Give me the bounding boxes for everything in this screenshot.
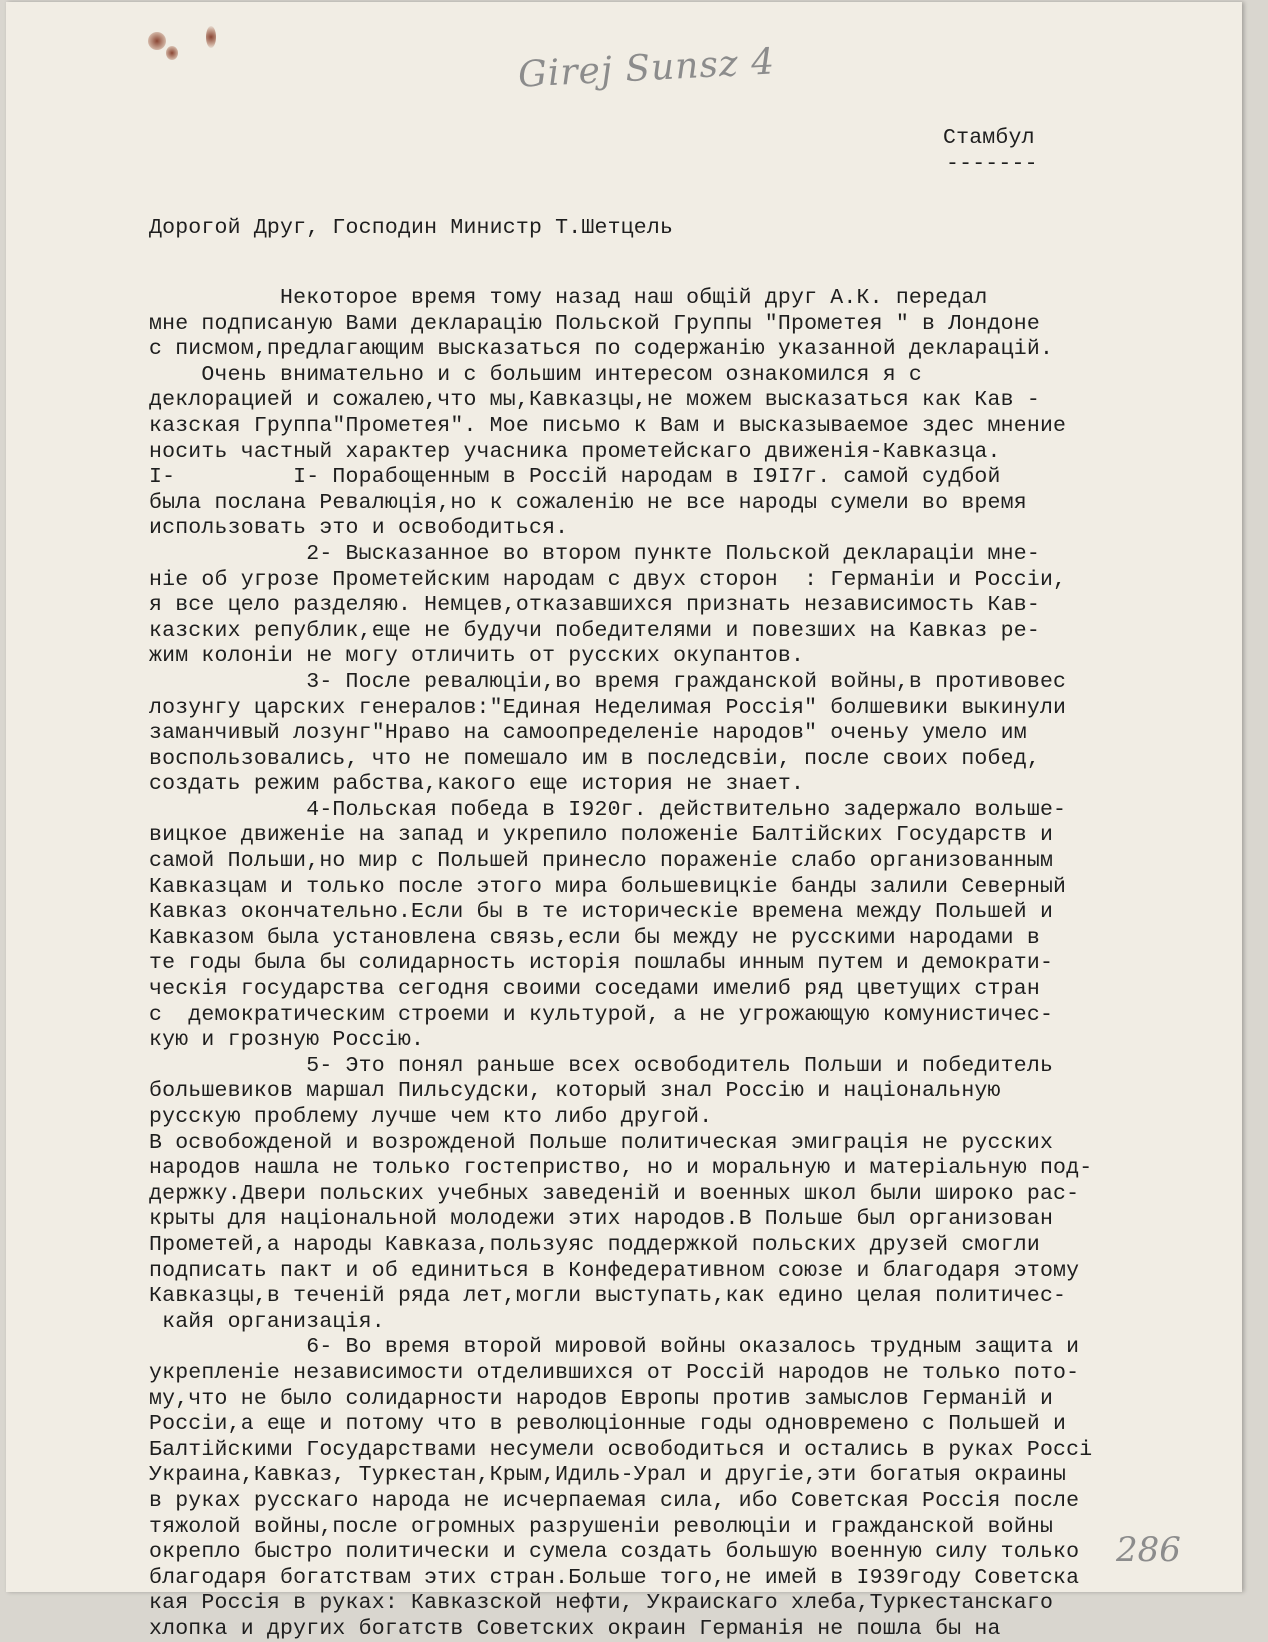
- body-line: держку.Двери польских учебных заведеній и военных школ были широко рас-: [149, 1181, 1080, 1206]
- body-line: 5- Это понял раньше всех освободитель Польши и победитель: [149, 1053, 1054, 1078]
- body-line: создать режим рабства,какого еще история не знает.: [149, 772, 805, 797]
- body-line: Кавказом была установлена связь,если бы между не русскими народами в: [149, 925, 1040, 950]
- body-line: благодаря богатствам этих стран.Больше того,не имей в I939году Советска: [149, 1565, 1080, 1590]
- body-line: 6- Во время второй мировой войны оказалось трудным защита и: [149, 1335, 1080, 1360]
- body-line: Балтійскими Государствами несумели освободиться и остались в руках Россі: [149, 1437, 1093, 1462]
- body-line: заманчивый лозунг"Нраво на самоопределеніе народов" оченьу умело им: [149, 721, 1027, 746]
- body-line: Украина,Кавказ, Туркестан,Крым,Идиль-Урал и другіе,эти богатыя окраины: [149, 1463, 1067, 1488]
- body-line: Очень внимательно и с большим интересом ознакомился я с: [149, 362, 923, 387]
- ink-stain: [206, 26, 216, 48]
- body-line: подписать пакт и об единиться в Конфедеративном союзе и благодаря этому: [149, 1258, 1080, 1283]
- body-line: народов нашла не только гостеприство, но и моральную и матеріальную под-: [149, 1156, 1093, 1181]
- place-underline: -------: [946, 152, 1038, 176]
- body-line: те годы была бы солидарность исторія пошлабы инным путем и демократи-: [149, 951, 1054, 976]
- body-line: воспользовались, что не помешало им в последсвіи, после своих побед,: [149, 746, 1040, 771]
- document-page: [6, 2, 1242, 1641]
- body-line: кая Россія в руках: Кавказской нефти, Украискаго хлеба,Туркестанскаго: [149, 1591, 1054, 1616]
- body-line: хлопка и других богатств Советских окраин Германія не пошла бы на: [149, 1616, 1001, 1641]
- body-line: использовать это и освободиться.: [149, 516, 569, 541]
- body-line: Некоторое время тому назад наш общій друг А.К. передал: [149, 286, 988, 310]
- body-line: Кавказцы,в теченій ряда лет,могли выступать,как едино целая политичес-: [149, 1284, 1067, 1309]
- body-line: жим колоніи не могу отличить от русских окупантов.: [149, 644, 805, 669]
- body-line: крыты для національной молодежи этих народов.В Польше был организован: [149, 1207, 1054, 1232]
- handwritten-note: Girej Sunsz 4: [517, 41, 777, 96]
- body-line: в руках русскаго народа не исчерпаемая сила, ибо Советская Россія после: [149, 1488, 1080, 1513]
- body-line: 2- Высказанное во втором пункте Польской деклараціи мне-: [149, 541, 1040, 566]
- body-line: казских републик,еще не будучи победителями и повезших на Кавказ ре-: [149, 618, 1040, 643]
- body-line: укрепленіе независимости отделившихся от Россій народов не только пото-: [149, 1360, 1080, 1385]
- body-line: ніе об угрозе Прометейским народам с двух сторон : Германіи и Россіи,: [149, 567, 1067, 592]
- body-line: вицкое движеніе на запад и укрепило положеніе Балтійских Государств и: [149, 823, 1054, 848]
- body-line: му,что не было солидарности народов Европы против замыслов Германій и: [149, 1386, 1054, 1411]
- body-line: была послана Ревалюція,но к сожаленію не все народы сумели во время: [149, 490, 1027, 515]
- body-line: я все цело разделяю. Немцев,отказавшихся признать независимость Кав-: [149, 593, 1040, 618]
- place-heading: Стамбул: [943, 126, 1035, 150]
- body-line: ческія государства сегодня своими соседами имелиб ряд цветущих стран: [149, 977, 1040, 1002]
- letter-body: [149, 286, 1092, 1642]
- body-line: окрепло быстро политически и сумела создать большую военную силу только: [149, 1540, 1080, 1565]
- body-line: 4-Польская победа в I920г. действительно задержало вольше-: [149, 797, 1067, 822]
- body-line: I- I- Порабощенным в Россій народам в I9I7г. самой судбой: [149, 465, 1001, 490]
- body-line: носить частный характер учасника прометейскаго движенія-Кавказца.: [149, 439, 1001, 464]
- page-number: 286: [1116, 1530, 1181, 1570]
- body-line: 3- После ревалюціи,во время гражданской войны,в противовес: [149, 669, 1067, 694]
- body-line: кую и грозную Россію.: [149, 1028, 425, 1053]
- body-line: с писмом,предлагающим высказаться по содержанію указанной декларацій.: [149, 337, 1054, 362]
- body-line: тяжолой войны,после огромных разрушеніи революціи и гражданской войны: [149, 1514, 1054, 1539]
- body-line: деклорацией и сожалею,что мы,Кавказцы,не можем высказаться как Кав -: [149, 388, 1040, 413]
- body-line: большевиков маршал Пильсудски, который знал Россію и національную: [149, 1079, 1001, 1104]
- ink-stain: [148, 32, 166, 50]
- salutation: Дорогой Друг, Господин Министр Т.Шетцель: [149, 216, 674, 240]
- body-line: Кавказ окончательно.Если бы в те историческіе времена между Польшей и: [149, 900, 1054, 925]
- body-line: кайя организація.: [149, 1309, 385, 1334]
- body-line: мне подписаную Вами декларацію Польской Группы "Прометея " в Лондоне: [149, 311, 1040, 336]
- body-line: В освобожденой и возрожденой Польше политическая эмиграція не русских: [149, 1130, 1054, 1155]
- body-line: с демократическим строеми и культурой, а не угрожающую комунистичес-: [149, 1002, 1054, 1027]
- body-line: Россіи,а еще и потому что в революціонные годы одновремено с Польшей и: [149, 1412, 1067, 1437]
- body-line: лозунгу царских генералов:"Единая Неделимая Россія" болшевики выкинули: [149, 695, 1067, 720]
- body-line: казская Группа"Прометея". Мое письмо к Вам и высказываемое здес мнение: [149, 413, 1067, 438]
- body-line: самой Польши,но мир с Польшей принесло пораженіе слабо организованным: [149, 849, 1054, 874]
- ink-stain: [166, 46, 178, 60]
- body-line: Кавказцам и только после этого мира большевицкіе банды залили Северный: [149, 874, 1067, 899]
- body-line: русскую проблему лучше чем кто либо другой.: [149, 1105, 713, 1129]
- body-line: Прометей,а народы Кавказа,пользуяс поддержкой польских друзей смогли: [149, 1232, 1040, 1257]
